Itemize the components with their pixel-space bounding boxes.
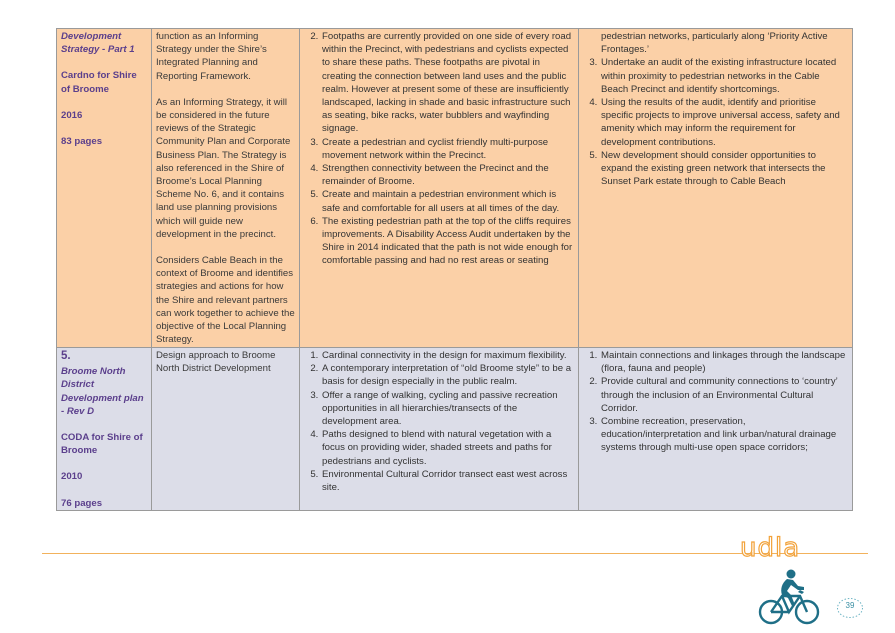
document-title: Broome North District Development plan - Rev D	[61, 366, 144, 417]
recommendations-cell	[579, 29, 853, 348]
document-info-cell	[57, 348, 152, 511]
document-info-cell	[57, 29, 152, 348]
page-number-badge	[836, 597, 864, 619]
findings-list	[304, 30, 574, 268]
list-item: 4. Paths designed to blend with natural vegetation with a focus on providing wider, shaded streets and paths for pedestrians and cyclists.	[321, 428, 574, 468]
document-number: 5.	[61, 350, 71, 362]
list-item: 4. Using the results of the audit, identify and prioritise specific projects to improve universal access, safety and amenity which may inform the requirement for development contributions.	[600, 96, 848, 149]
list-item: 1. Maintain connections and linkages through the landscape (flora, fauna and people)	[600, 349, 848, 375]
list-item: 3. Create a pedestrian and cyclist friendly multi-purpose movement network within the Precinct.	[321, 136, 574, 162]
recommendations-cell	[579, 348, 853, 511]
summary-cell	[152, 348, 300, 511]
list-item: 3. Offer a range of walking, cycling and passive recreation opportunities in all hierarchies/transects of the development area.	[321, 389, 574, 429]
list-item: 5. New development should consider opportunities to expand the existing green network that intersects the Sunset Park estate through to Cable Beach	[600, 149, 848, 189]
page-number: 39	[845, 601, 855, 610]
list-item: 6. The existing pedestrian path at the top of the cliffs requires improvements. A Disability Access Audit undertaken by the Shire in 2014 indicated that the path is not wide enough for comfortable passing and had no rest areas or seating	[321, 215, 574, 268]
summary-paragraph: As an Informing Strategy, it will be considered in the future reviews of the Strategic Community Plan and Corporate Business Plan. The Strategy is also referenced in the Shire of Broome’s Local Planning Scheme No. 6, and it contains land use planning provisions which will guide new development in the precinct.	[156, 96, 291, 240]
list-item: 5. Environmental Cultural Corridor transect east west across site.	[321, 468, 574, 494]
recommendations-list	[583, 56, 848, 188]
udla-logo: udla	[740, 533, 801, 563]
list-item: 3. Combine recreation, preservation, education/interpretation and link urban/natural drainage systems through multi-use open space corridors;	[600, 415, 848, 455]
summary-paragraph: Considers Cable Beach in the context of Broome and identifies strategies and actions for how the Shire and relevant partners can work together to achieve the objective of the Local Planning Strategy.	[156, 255, 295, 346]
key-findings-cell	[300, 348, 579, 511]
summary-paragraph: function as an Informing Strategy under the Shire’s Integrated Planning and Reporting Framework.	[156, 31, 267, 82]
summary-paragraph: Design approach to Broome North District Development	[156, 350, 276, 375]
document-author: Cardno for Shire of Broome	[61, 70, 137, 95]
summary-cell	[152, 29, 300, 348]
findings-list	[304, 349, 574, 494]
table-row	[57, 348, 853, 511]
document-year: 2010	[61, 471, 83, 483]
document-year: 2016	[61, 109, 83, 121]
document-title: Development Strategy - Part 1	[61, 31, 135, 56]
key-findings-cell	[300, 29, 579, 348]
list-item: 4. Strengthen connectivity between the Precinct and the remainder of Broome.	[321, 162, 574, 188]
document-pages: 83 pages	[61, 136, 103, 148]
list-item: 1. Cardinal connectivity in the design for maximum flexibility.	[321, 349, 574, 362]
continued-text: pedestrian networks, particularly along ‘Priority Active Frontages.’	[601, 31, 828, 56]
document-pages: 76 pages	[61, 497, 103, 509]
review-table	[56, 28, 853, 511]
list-item: 2. A contemporary interpretation of “old Broome style” to be a basis for design especially in the public realm.	[321, 362, 574, 388]
list-item: 5. Create and maintain a pedestrian environment which is safe and comfortable for all users at all times of the day.	[321, 188, 574, 214]
table-row	[57, 29, 853, 348]
list-item: 3. Undertake an audit of the existing infrastructure located within proximity to pedestrian networks in the Cable Beach Precinct and identify shortcomings.	[600, 56, 848, 96]
document-author: CODA for Shire of Broome	[61, 432, 143, 457]
cyclist-icon	[758, 568, 822, 628]
list-item: 2. Provide cultural and community connections to ‘country’ through the inclusion of an Environmental Cultural Corridor.	[600, 375, 848, 415]
recommendations-list	[583, 349, 848, 455]
list-item: 2. Footpaths are currently provided on one side of every road within the Precinct, with pedestrians and cyclists expected to share these paths. These footpaths are pivotal in creating the connection between land uses and the public realm. However at present some of these are insufficiently landscaped, lacking in shade and basic infrastructure such as seating, bike racks, water bubblers and wayfinding signage.	[321, 30, 574, 136]
